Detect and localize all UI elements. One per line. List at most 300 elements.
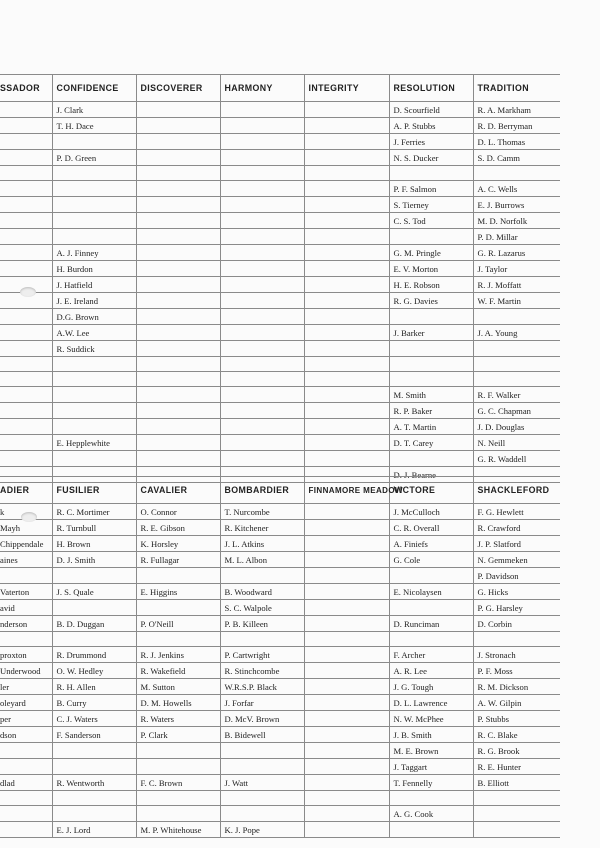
table-row xyxy=(0,403,560,419)
crew-name-cell: A. W. Gilpin xyxy=(473,695,560,711)
crew-name-cell: J. L. Atkins xyxy=(220,536,304,552)
table-row xyxy=(0,419,560,435)
crew-name-cell xyxy=(473,166,560,181)
crew-name-cell: proxton xyxy=(0,647,52,663)
crew-name-cell: R. G. Brook xyxy=(473,743,560,759)
crew-name-cell: R. Suddick xyxy=(52,341,136,357)
table-row xyxy=(0,647,560,663)
crew-name-cell xyxy=(136,568,220,584)
crew-name-cell xyxy=(52,806,136,822)
crew-name-cell xyxy=(304,293,389,309)
crew-name-cell xyxy=(136,118,220,134)
crew-name-cell: P. Cartwright xyxy=(220,647,304,663)
crew-name-cell: P. D. Millar xyxy=(473,229,560,245)
crew-name-cell xyxy=(0,372,52,387)
crew-name-cell: N. Gemmeken xyxy=(473,552,560,568)
table-row xyxy=(0,451,560,467)
crew-name-cell xyxy=(304,261,389,277)
crew-name-cell xyxy=(304,663,389,679)
crew-name-cell: E. Nicolaysen xyxy=(389,584,473,600)
crew-name-cell xyxy=(304,181,389,197)
crew-name-cell: R. Drummond xyxy=(52,647,136,663)
crew-name-cell xyxy=(304,309,389,325)
crew-name-cell xyxy=(52,600,136,616)
crew-name-cell xyxy=(0,245,52,261)
crew-name-cell xyxy=(304,403,389,419)
crew-name-cell xyxy=(304,213,389,229)
crew-name-cell xyxy=(304,504,389,520)
crew-name-cell xyxy=(136,451,220,467)
crew-name-cell xyxy=(304,229,389,245)
crew-name-cell: R. A. Markham xyxy=(473,102,560,118)
crew-name-cell xyxy=(304,134,389,150)
table-row xyxy=(0,229,560,245)
crew-name-cell xyxy=(304,197,389,213)
crew-name-cell: R. G. Davies xyxy=(389,293,473,309)
crew-name-cell xyxy=(220,632,304,647)
crew-name-cell: B. D. Duggan xyxy=(52,616,136,632)
crew-name-cell xyxy=(389,166,473,181)
table-row xyxy=(0,166,560,181)
crew-name-cell xyxy=(0,387,52,403)
crew-name-cell: R. C. Blake xyxy=(473,727,560,743)
crew-name-cell: D. L. Lawrence xyxy=(389,695,473,711)
crew-name-cell: C. J. Waters xyxy=(52,711,136,727)
table-row xyxy=(0,822,560,838)
crew-name-cell xyxy=(220,419,304,435)
crew-name-cell xyxy=(220,435,304,451)
crew-name-cell: T. Fennelly xyxy=(389,775,473,791)
crew-name-cell xyxy=(220,372,304,387)
crew-name-cell xyxy=(0,150,52,166)
crew-name-cell xyxy=(389,568,473,584)
column-header: DISCOVERER xyxy=(136,75,220,102)
crew-name-cell: R. M. Dickson xyxy=(473,679,560,695)
crew-name-cell: R. J. Moffatt xyxy=(473,277,560,293)
crew-name-cell xyxy=(304,277,389,293)
crew-name-cell xyxy=(0,102,52,118)
crew-name-cell xyxy=(304,791,389,806)
crew-name-cell: J. E. Ireland xyxy=(52,293,136,309)
table-row xyxy=(0,520,560,536)
crew-name-cell xyxy=(389,822,473,838)
crew-name-cell xyxy=(220,277,304,293)
crew-name-cell xyxy=(0,229,52,245)
crew-name-cell xyxy=(0,325,52,341)
crew-name-cell xyxy=(304,743,389,759)
crew-name-cell xyxy=(473,632,560,647)
crew-name-cell: E. V. Morton xyxy=(389,261,473,277)
crew-name-cell xyxy=(0,341,52,357)
crew-name-cell xyxy=(304,632,389,647)
table-row xyxy=(0,341,560,357)
crew-name-cell xyxy=(52,357,136,372)
crew-name-cell xyxy=(473,372,560,387)
crew-name-cell: A. T. Martin xyxy=(389,419,473,435)
table-row xyxy=(0,616,560,632)
table-row xyxy=(0,552,560,568)
crew-name-cell xyxy=(0,791,52,806)
crew-name-cell xyxy=(136,277,220,293)
column-header: CAVALIER xyxy=(136,477,220,504)
crew-name-cell: R. J. Jenkins xyxy=(136,647,220,663)
crew-name-cell: J. Taylor xyxy=(473,261,560,277)
crew-name-cell: R. Stinchcombe xyxy=(220,663,304,679)
table-row xyxy=(0,134,560,150)
crew-name-cell xyxy=(52,213,136,229)
crew-name-cell xyxy=(389,357,473,372)
crew-name-cell xyxy=(220,261,304,277)
crew-name-cell: B. Bidewell xyxy=(220,727,304,743)
crew-name-cell xyxy=(220,309,304,325)
crew-name-cell xyxy=(136,102,220,118)
crew-name-cell: J. S. Quale xyxy=(52,584,136,600)
crew-name-cell: R. Wentworth xyxy=(52,775,136,791)
crew-name-cell xyxy=(473,357,560,372)
crew-name-cell: F. Archer xyxy=(389,647,473,663)
crew-name-cell: J. Barker xyxy=(389,325,473,341)
crew-name-cell: J. Ferries xyxy=(389,134,473,150)
crew-name-cell xyxy=(304,711,389,727)
crew-name-cell xyxy=(52,403,136,419)
crew-name-cell xyxy=(136,261,220,277)
crew-name-cell xyxy=(220,213,304,229)
column-header: TRADITION xyxy=(473,75,560,102)
crew-name-cell xyxy=(136,166,220,181)
crew-name-cell xyxy=(220,387,304,403)
table-row xyxy=(0,695,560,711)
crew-name-cell: R. P. Baker xyxy=(389,403,473,419)
crew-name-cell: P. O'Neill xyxy=(136,616,220,632)
column-header: FINNAMORE MEADOW xyxy=(304,477,389,504)
crew-name-cell: aines xyxy=(0,552,52,568)
crew-name-cell: J. Stronach xyxy=(473,647,560,663)
crew-name-cell xyxy=(220,806,304,822)
crew-name-cell: P. Davidson xyxy=(473,568,560,584)
crew-name-cell: D. Scourfield xyxy=(389,102,473,118)
crew-name-cell xyxy=(220,197,304,213)
crew-name-cell xyxy=(52,229,136,245)
column-header: VICTORE xyxy=(389,477,473,504)
crew-name-cell: A. G. Cook xyxy=(389,806,473,822)
crew-name-cell xyxy=(136,357,220,372)
table-row xyxy=(0,293,560,309)
crew-name-cell: A. J. Finney xyxy=(52,245,136,261)
column-header: SSADOR xyxy=(0,75,52,102)
crew-name-cell: dlad xyxy=(0,775,52,791)
crew-name-cell xyxy=(0,419,52,435)
crew-name-cell xyxy=(136,150,220,166)
crew-name-cell: D. McV. Brown xyxy=(220,711,304,727)
crew-name-cell xyxy=(473,822,560,838)
crew-name-cell xyxy=(304,695,389,711)
crew-name-cell xyxy=(52,759,136,775)
crew-name-cell: oleyard xyxy=(0,695,52,711)
crew-name-cell: G. R. Waddell xyxy=(473,451,560,467)
crew-name-cell xyxy=(136,181,220,197)
crew-name-cell xyxy=(473,806,560,822)
crew-name-cell: S. D. Camm xyxy=(473,150,560,166)
crew-name-cell: B. Elliott xyxy=(473,775,560,791)
table-row xyxy=(0,102,560,118)
table-row xyxy=(0,600,560,616)
crew-name-cell xyxy=(52,791,136,806)
crew-name-cell xyxy=(136,341,220,357)
crew-name-cell: R. Waters xyxy=(136,711,220,727)
crew-name-cell xyxy=(220,102,304,118)
crew-name-cell xyxy=(389,372,473,387)
crew-name-cell: T. H. Dace xyxy=(52,118,136,134)
crew-name-cell xyxy=(220,150,304,166)
crew-name-cell: R. Wakefield xyxy=(136,663,220,679)
crew-name-cell xyxy=(304,759,389,775)
crew-name-cell xyxy=(52,134,136,150)
crew-name-cell xyxy=(136,419,220,435)
crew-name-cell: K. J. Pope xyxy=(220,822,304,838)
crew-name-cell xyxy=(0,197,52,213)
crew-name-cell: D. L. Thomas xyxy=(473,134,560,150)
crew-name-cell xyxy=(220,293,304,309)
crew-name-cell xyxy=(0,309,52,325)
crew-name-cell xyxy=(304,647,389,663)
crew-name-cell: M. P. Whitehouse xyxy=(136,822,220,838)
crew-name-cell: J. D. Douglas xyxy=(473,419,560,435)
crew-name-cell xyxy=(304,357,389,372)
crew-name-cell: per xyxy=(0,711,52,727)
crew-name-cell xyxy=(304,341,389,357)
crew-name-cell xyxy=(136,632,220,647)
crew-name-cell: J. Forfar xyxy=(220,695,304,711)
crew-name-cell: D.G. Brown xyxy=(52,309,136,325)
crew-name-cell xyxy=(52,568,136,584)
crew-name-cell xyxy=(389,791,473,806)
table-row xyxy=(0,536,560,552)
table-row xyxy=(0,245,560,261)
crew-name-cell xyxy=(220,357,304,372)
crew-name-cell: J. Watt xyxy=(220,775,304,791)
crew-name-cell xyxy=(304,245,389,261)
crew-name-cell: A. Finiefs xyxy=(389,536,473,552)
crew-name-cell xyxy=(52,632,136,647)
crew-name-cell xyxy=(389,632,473,647)
table-row xyxy=(0,181,560,197)
crew-name-cell: J. A. Young xyxy=(473,325,560,341)
top-header-row xyxy=(0,75,560,102)
crew-name-cell xyxy=(136,245,220,261)
crew-name-cell: R. Crawford xyxy=(473,520,560,536)
crew-name-cell xyxy=(136,213,220,229)
table-row xyxy=(0,727,560,743)
punch-hole-mark xyxy=(21,512,37,522)
crew-name-cell xyxy=(389,309,473,325)
crew-name-cell xyxy=(136,403,220,419)
crew-name-cell xyxy=(0,134,52,150)
crew-name-cell: C. S. Tod xyxy=(389,213,473,229)
crew-name-cell xyxy=(220,166,304,181)
crew-name-cell: Underwood xyxy=(0,663,52,679)
table-row xyxy=(0,679,560,695)
crew-name-cell: A.W. Lee xyxy=(52,325,136,341)
crew-name-cell xyxy=(304,451,389,467)
table-row xyxy=(0,150,560,166)
crew-name-cell xyxy=(52,372,136,387)
crew-name-cell: W.R.S.P. Black xyxy=(220,679,304,695)
crew-name-cell xyxy=(52,387,136,403)
table-row xyxy=(0,759,560,775)
table-row xyxy=(0,372,560,387)
crew-name-cell xyxy=(136,387,220,403)
crew-name-cell: A. R. Lee xyxy=(389,663,473,679)
crew-name-cell xyxy=(304,616,389,632)
crew-name-cell xyxy=(389,229,473,245)
crew-name-cell xyxy=(136,743,220,759)
crew-name-cell: F. Sanderson xyxy=(52,727,136,743)
crew-name-cell: T. Nurcombe xyxy=(220,504,304,520)
table-row xyxy=(0,309,560,325)
top-table-body xyxy=(0,102,560,483)
crew-name-cell xyxy=(220,568,304,584)
crew-name-cell xyxy=(220,118,304,134)
crew-name-cell xyxy=(304,387,389,403)
crew-name-cell xyxy=(220,181,304,197)
crew-name-cell xyxy=(136,759,220,775)
crew-name-cell xyxy=(220,134,304,150)
table-row xyxy=(0,584,560,600)
table-row xyxy=(0,806,560,822)
crew-name-cell xyxy=(0,743,52,759)
crew-name-cell: J. McCulloch xyxy=(389,504,473,520)
crew-name-cell xyxy=(0,568,52,584)
table-row xyxy=(0,435,560,451)
crew-name-cell xyxy=(304,584,389,600)
crew-name-cell: J. Taggart xyxy=(389,759,473,775)
crew-name-cell xyxy=(0,261,52,277)
column-header: HARMONY xyxy=(220,75,304,102)
crew-name-cell: N. Neill xyxy=(473,435,560,451)
crew-name-cell: dson xyxy=(0,727,52,743)
crew-name-cell: W. F. Martin xyxy=(473,293,560,309)
crew-name-cell xyxy=(136,600,220,616)
crew-name-cell xyxy=(304,166,389,181)
crew-name-cell: F. C. Brown xyxy=(136,775,220,791)
crew-name-cell: G. R. Lazarus xyxy=(473,245,560,261)
crew-name-cell: nderson xyxy=(0,616,52,632)
crew-name-cell: D. T. Carey xyxy=(389,435,473,451)
table-row xyxy=(0,711,560,727)
table-row xyxy=(0,197,560,213)
crew-name-cell xyxy=(304,727,389,743)
crew-name-cell xyxy=(304,806,389,822)
crew-name-cell xyxy=(136,293,220,309)
crew-name-cell: P. G. Harsley xyxy=(473,600,560,616)
crew-name-cell: M. E. Brown xyxy=(389,743,473,759)
crew-name-cell xyxy=(0,759,52,775)
crew-name-cell: R. Fullagar xyxy=(136,552,220,568)
crew-name-cell xyxy=(0,118,52,134)
crew-name-cell xyxy=(0,357,52,372)
crew-name-cell xyxy=(304,600,389,616)
crew-name-cell: J. Hatfield xyxy=(52,277,136,293)
crew-name-cell xyxy=(220,325,304,341)
crew-name-cell xyxy=(0,213,52,229)
crew-name-cell: J. P. Slatford xyxy=(473,536,560,552)
bottom-table-body xyxy=(0,504,560,838)
crew-name-cell xyxy=(389,341,473,357)
crew-name-cell: M. Sutton xyxy=(136,679,220,695)
top-roster-table xyxy=(0,74,560,483)
crew-name-cell: M. L. Albon xyxy=(220,552,304,568)
table-row xyxy=(0,325,560,341)
crew-name-cell: G. M. Pringle xyxy=(389,245,473,261)
column-header: FUSILIER xyxy=(52,477,136,504)
table-row xyxy=(0,504,560,520)
crew-name-cell: E. Hepplewhite xyxy=(52,435,136,451)
crew-name-cell: J. B. Smith xyxy=(389,727,473,743)
crew-name-cell xyxy=(473,309,560,325)
crew-name-cell xyxy=(389,600,473,616)
crew-name-cell: D. J. Smith xyxy=(52,552,136,568)
crew-name-cell xyxy=(136,309,220,325)
crew-name-cell xyxy=(52,166,136,181)
crew-name-cell xyxy=(136,372,220,387)
crew-name-cell: P. Stubbs xyxy=(473,711,560,727)
crew-name-cell xyxy=(304,552,389,568)
crew-name-cell: J. Clark xyxy=(52,102,136,118)
crew-name-cell xyxy=(304,325,389,341)
crew-name-cell: ler xyxy=(0,679,52,695)
crew-name-cell xyxy=(52,451,136,467)
crew-name-cell: A. C. Wells xyxy=(473,181,560,197)
crew-name-cell: P. B. Killeen xyxy=(220,616,304,632)
column-header: INTEGRITY xyxy=(304,75,389,102)
crew-name-cell: N. S. Ducker xyxy=(389,150,473,166)
punch-hole-mark xyxy=(20,287,36,297)
crew-name-cell xyxy=(220,403,304,419)
crew-name-cell xyxy=(0,435,52,451)
crew-name-cell: O. W. Hedley xyxy=(52,663,136,679)
table-row xyxy=(0,118,560,134)
crew-name-cell: D. Runciman xyxy=(389,616,473,632)
crew-name-cell: S. C. Walpole xyxy=(220,600,304,616)
crew-name-cell xyxy=(473,791,560,806)
crew-name-cell: G. C. Chapman xyxy=(473,403,560,419)
crew-name-cell xyxy=(304,520,389,536)
column-header: SHACKLEFORD xyxy=(473,477,560,504)
crew-name-cell xyxy=(52,419,136,435)
table-row xyxy=(0,632,560,647)
crew-name-cell: B. Curry xyxy=(52,695,136,711)
crew-name-cell: S. Tierney xyxy=(389,197,473,213)
crew-name-cell: B. Woodward xyxy=(220,584,304,600)
bottom-roster-table xyxy=(0,476,560,838)
crew-name-cell: H. Burdon xyxy=(52,261,136,277)
crew-name-cell xyxy=(52,197,136,213)
crew-name-cell: E. J. Lord xyxy=(52,822,136,838)
table-row xyxy=(0,277,560,293)
crew-name-cell: O. Connor xyxy=(136,504,220,520)
crew-name-cell: P. Clark xyxy=(136,727,220,743)
crew-name-cell xyxy=(220,341,304,357)
crew-name-cell xyxy=(304,775,389,791)
crew-name-cell: R. E. Hunter xyxy=(473,759,560,775)
crew-name-cell xyxy=(0,632,52,647)
crew-name-cell: R. Turnbull xyxy=(52,520,136,536)
table-row xyxy=(0,791,560,806)
crew-name-cell: H. E. Robson xyxy=(389,277,473,293)
table-row xyxy=(0,775,560,791)
crew-name-cell xyxy=(136,435,220,451)
crew-name-cell: C. R. Overall xyxy=(389,520,473,536)
